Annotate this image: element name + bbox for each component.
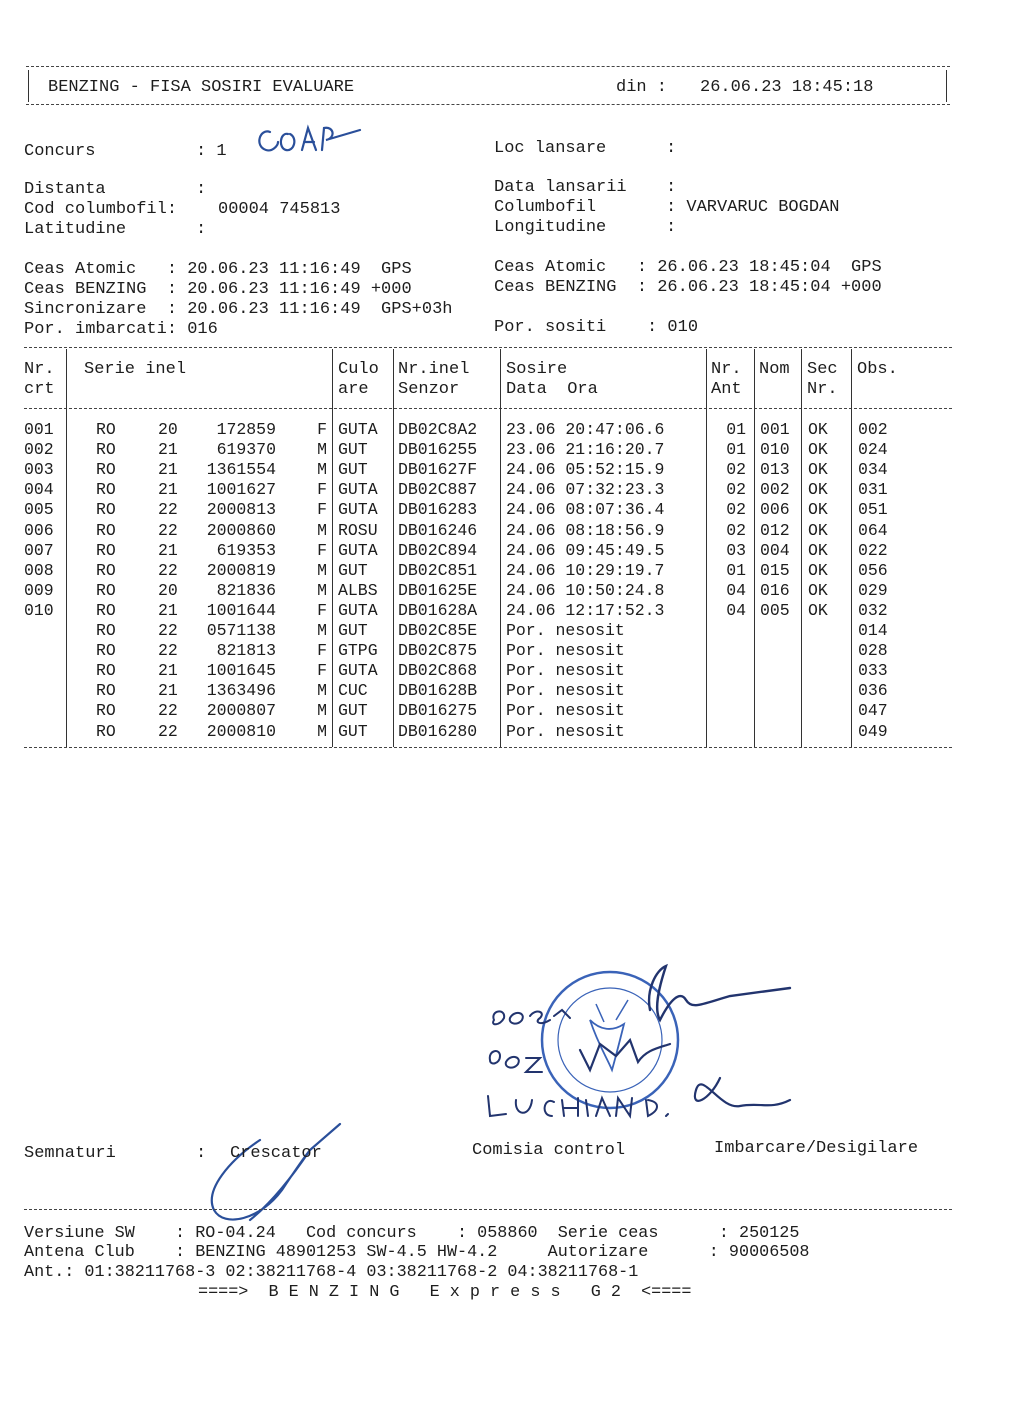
crescator-label: Crescator — [230, 1144, 322, 1163]
cell-obs: 034 — [858, 460, 888, 480]
clock-left-1: Ceas Atomic : 20.06.23 11:16:49 GPS — [24, 260, 412, 279]
cell-senzor: DB01628B — [398, 681, 478, 701]
cell-ant: 02 — [726, 460, 746, 480]
th-obs: Obs. — [857, 360, 898, 379]
cell-ant: 02 — [726, 480, 746, 500]
cell-nr: 005 — [24, 500, 54, 520]
table-row — [24, 641, 952, 661]
cell-sosire: 24.06 08:07:36.4 — [506, 500, 665, 520]
cell-obs: 022 — [858, 540, 888, 560]
cell-senzor: DB01625E — [398, 580, 478, 600]
clock-left-4: Por. imbarcati: 016 — [24, 320, 218, 339]
cell-inel: 2000813 — [206, 500, 276, 520]
cell-culoare: GUTA — [338, 661, 378, 681]
cell-tara: RO — [96, 520, 116, 540]
cell-an: 21 — [158, 460, 178, 480]
cell-culoare: GUT — [338, 440, 368, 460]
th-senzor: Senzor — [398, 380, 460, 399]
cell-culoare: GUTA — [338, 600, 378, 620]
cell-nom: 001 — [760, 420, 790, 439]
th-nr: Nr. — [24, 360, 55, 379]
cell-culoare: ROSU — [338, 520, 378, 540]
cell-inel: 1001644 — [206, 600, 276, 620]
cell-sex: M — [317, 520, 327, 540]
cell-obs: 002 — [858, 420, 888, 439]
cell-inel: 1363496 — [206, 681, 276, 701]
cell-sec: OK — [808, 580, 828, 600]
clock-left-3: Sincronizare : 20.06.23 11:16:49 GPS+03h — [24, 300, 453, 319]
table-row — [24, 440, 952, 460]
cell-senzor: DB016280 — [398, 721, 478, 741]
footer-line-2: Antena Club : BENZING 48901253 SW-4.5 HW-4.2 Autorizare : 90006508 — [24, 1243, 810, 1262]
cell-inel: 1361554 — [206, 460, 276, 480]
th-sec: Sec — [807, 360, 838, 379]
table-row — [24, 621, 952, 641]
cell-obs: 036 — [858, 681, 888, 701]
cell-sosire: 24.06 05:52:15.9 — [506, 460, 665, 480]
cell-tara: RO — [96, 420, 116, 439]
th-nom: Nom — [759, 360, 790, 379]
cell-sex: M — [317, 701, 327, 721]
cell-an: 21 — [158, 480, 178, 500]
cell-sosire: 24.06 10:50:24.8 — [506, 580, 665, 600]
cell-sosire: 24.06 07:32:23.3 — [506, 480, 665, 500]
cell-obs: 064 — [858, 520, 888, 540]
signature-comisia — [470, 960, 810, 1130]
cell-inel: 172859 — [216, 420, 276, 439]
header-left-border — [28, 70, 29, 102]
cell-culoare: GUTA — [338, 480, 378, 500]
cell-sex: M — [317, 580, 327, 600]
th-nr-ant: Nr. — [711, 360, 742, 379]
handwritten-concurs-name — [250, 120, 370, 160]
cell-senzor: DB02C887 — [398, 480, 478, 500]
cell-an: 22 — [158, 500, 178, 520]
cell-an: 21 — [158, 661, 178, 681]
table-header-rule — [24, 408, 952, 409]
cell-culoare: GTPG — [338, 641, 378, 661]
cell-obs: 029 — [858, 580, 888, 600]
cell-sex: M — [317, 621, 327, 640]
cell-nom: 002 — [760, 480, 790, 500]
latitudine-label: Latitudine — [24, 220, 127, 239]
cell-sosire: 24.06 09:45:49.5 — [506, 540, 665, 560]
cell-culoare: GUT — [338, 721, 368, 741]
cell-sec: OK — [808, 480, 828, 500]
cell-inel: 2000819 — [206, 560, 276, 580]
table-row — [24, 541, 952, 561]
cell-an: 20 — [158, 580, 178, 600]
th-ant: Ant — [711, 380, 742, 399]
cell-sosire: 24.06 08:18:56.9 — [506, 520, 665, 540]
cell-tara: RO — [96, 600, 116, 620]
loc-lansare-label: Loc lansare — [494, 139, 607, 158]
columbofil-label: Columbofil — [494, 198, 597, 217]
cell-inel: 1001645 — [206, 661, 276, 681]
cell-tara: RO — [96, 460, 116, 480]
cell-sosire: Por. nesosit — [506, 661, 625, 681]
table-row — [24, 561, 952, 581]
cell-sec: OK — [808, 600, 828, 620]
cell-sex: M — [317, 460, 327, 480]
cell-nom: 005 — [760, 600, 790, 620]
table-row — [24, 460, 952, 480]
cell-inel: 1001627 — [206, 480, 276, 500]
cell-nom: 012 — [760, 520, 790, 540]
cell-sex: M — [317, 681, 327, 701]
cell-tara: RO — [96, 500, 116, 520]
cell-nr: 009 — [24, 580, 54, 600]
cell-sex: M — [317, 721, 327, 741]
cell-sex: M — [317, 440, 327, 460]
cell-sex: F — [317, 420, 327, 439]
table-row — [24, 581, 952, 601]
cell-an: 20 — [158, 420, 178, 439]
cell-obs: 056 — [858, 560, 888, 580]
header-bottom-rule — [26, 104, 950, 105]
cell-ant: 04 — [726, 600, 746, 620]
cell-sex: F — [317, 500, 327, 520]
cell-nom: 015 — [760, 560, 790, 580]
table-row — [24, 420, 952, 440]
cell-tara: RO — [96, 440, 116, 460]
cell-obs: 028 — [858, 641, 888, 661]
cell-an: 22 — [158, 701, 178, 721]
cell-sex: F — [317, 540, 327, 560]
cell-sec: OK — [808, 440, 828, 460]
table-bottom-rule — [24, 747, 952, 748]
cell-ant: 01 — [726, 420, 746, 439]
cell-nom: 013 — [760, 460, 790, 480]
table-row — [24, 500, 952, 520]
cell-sosire: 24.06 10:29:19.7 — [506, 560, 665, 580]
cell-obs: 032 — [858, 600, 888, 620]
concurs-label: Concurs — [24, 142, 96, 161]
cell-tara: RO — [96, 480, 116, 500]
cell-culoare: GUTA — [338, 540, 378, 560]
data-lansarii-label: Data lansarii — [494, 178, 627, 197]
cell-an: 21 — [158, 540, 178, 560]
cell-sec: OK — [808, 560, 828, 580]
cell-an: 22 — [158, 641, 178, 661]
cell-culoare: ALBS — [338, 580, 378, 600]
cell-tara: RO — [96, 661, 116, 681]
semnaturi-label: Semnaturi — [24, 1144, 116, 1163]
cell-senzor: DB02C875 — [398, 641, 478, 661]
cell-an: 21 — [158, 600, 178, 620]
cell-tara: RO — [96, 641, 116, 661]
cell-nr: 008 — [24, 560, 54, 580]
cell-nr: 003 — [24, 460, 54, 480]
cell-an: 21 — [158, 681, 178, 701]
cell-senzor: DB01627F — [398, 460, 478, 480]
th-sec-nr: Nr. — [807, 380, 838, 399]
cell-an: 21 — [158, 440, 178, 460]
cell-sex: F — [317, 600, 327, 620]
cell-inel: 2000810 — [206, 721, 276, 741]
cell-ant: 02 — [726, 520, 746, 540]
cell-culoare: GUT — [338, 560, 368, 580]
table-top-rule — [24, 347, 952, 348]
cell-culoare: GUT — [338, 701, 368, 721]
cell-nr: 010 — [24, 600, 54, 620]
cell-tara: RO — [96, 540, 116, 560]
cell-inel: 619353 — [216, 540, 276, 560]
clock-right-2: Ceas BENZING : 26.06.23 18:45:04 +000 — [494, 278, 882, 297]
cell-sosire: 23.06 21:16:20.7 — [506, 440, 665, 460]
cell-inel: 821813 — [216, 641, 276, 661]
table-row — [24, 701, 952, 721]
cell-obs: 051 — [858, 500, 888, 520]
cod-columbofil-label: Cod columbofil: — [24, 200, 178, 219]
imbarcare-desigilare-label: Imbarcare/Desigilare — [714, 1139, 919, 1158]
cell-sec: OK — [808, 500, 828, 520]
cell-nr: 006 — [24, 520, 54, 540]
th-data-ora: Data Ora — [506, 380, 598, 399]
cell-sosire: 24.06 12:17:52.3 — [506, 600, 665, 620]
latitudine-value: : — [196, 220, 207, 239]
cell-obs: 031 — [858, 480, 888, 500]
th-crt: crt — [24, 380, 55, 399]
report-date: 26.06.23 18:45:18 — [700, 78, 874, 97]
distanta-label: Distanta — [24, 180, 106, 199]
cell-sosire: Por. nesosit — [506, 701, 625, 721]
cell-senzor: DB02C8A2 — [398, 420, 478, 439]
header-right-border — [946, 70, 947, 102]
cell-sex: F — [317, 480, 327, 500]
cell-nr: 001 — [24, 420, 54, 439]
cell-ant: 03 — [726, 540, 746, 560]
loc-lansare-value: : — [666, 139, 677, 158]
cell-senzor: DB016246 — [398, 520, 478, 540]
header-top-rule — [26, 66, 950, 67]
cell-sosire: Por. nesosit — [506, 721, 625, 741]
cell-ant: 01 — [726, 440, 746, 460]
report-date-label: din : — [616, 78, 668, 97]
table-row — [24, 661, 952, 681]
cell-sosire: Por. nesosit — [506, 621, 625, 640]
th-culo: Culo — [338, 360, 379, 379]
table-row — [24, 681, 952, 701]
cell-tara: RO — [96, 580, 116, 600]
footer-line-1: Versiune SW : RO-04.24 Cod concurs : 058860 Serie ceas : 250125 — [24, 1224, 800, 1243]
cell-inel: 2000807 — [206, 701, 276, 721]
clock-right-1: Ceas Atomic : 26.06.23 18:45:04 GPS — [494, 258, 882, 277]
cell-nr: 007 — [24, 540, 54, 560]
cell-senzor: DB016275 — [398, 701, 478, 721]
cell-obs: 024 — [858, 440, 888, 460]
cell-culoare: GUT — [338, 621, 368, 640]
footer-rule — [24, 1209, 952, 1210]
semnaturi-sep: : — [196, 1144, 207, 1163]
cell-inel: 821836 — [216, 580, 276, 600]
distanta-value: : — [196, 180, 207, 199]
cell-nr: 004 — [24, 480, 54, 500]
cell-inel: 0571138 — [206, 621, 276, 640]
longitudine-value: : — [666, 218, 677, 237]
cell-sosire: Por. nesosit — [506, 641, 625, 661]
cell-sex: F — [317, 641, 327, 661]
cell-senzor: DB01628A — [398, 600, 478, 620]
cell-tara: RO — [96, 560, 116, 580]
cell-culoare: GUTA — [338, 500, 378, 520]
cell-tara: RO — [96, 701, 116, 721]
cell-culoare: GUTA — [338, 420, 378, 439]
th-sosire: Sosire — [506, 360, 568, 379]
th-nr-inel: Nr.inel — [398, 360, 470, 379]
longitudine-label: Longitudine — [494, 218, 607, 237]
cell-ant: 01 — [726, 560, 746, 580]
comisia-control-label: Comisia control — [472, 1141, 626, 1160]
signature-crescator — [190, 1120, 350, 1230]
data-lansarii-value: : — [666, 178, 677, 197]
cod-columbofil-value: 00004 745813 — [218, 200, 341, 219]
cell-an: 22 — [158, 560, 178, 580]
footer-banner: ====> B E N Z I N G E x p r e s s G 2 <==== — [198, 1283, 692, 1302]
cell-inel: 619370 — [216, 440, 276, 460]
cell-nom: 010 — [760, 440, 790, 460]
cell-sosire: Por. nesosit — [506, 681, 625, 701]
clock-right-4: Por. sositi : 010 — [494, 318, 699, 337]
cell-nom: 004 — [760, 540, 790, 560]
columbofil-value: : VARVARUC BOGDAN — [666, 198, 840, 217]
cell-sec: OK — [808, 460, 828, 480]
th-are: are — [338, 380, 369, 399]
cell-nom: 016 — [760, 580, 790, 600]
table-row — [24, 722, 952, 742]
cell-sec: OK — [808, 540, 828, 560]
cell-senzor: DB02C868 — [398, 661, 478, 681]
cell-obs: 014 — [858, 621, 888, 640]
footer-line-3: Ant.: 01:38211768-3 02:38211768-4 03:38211768-2 04:38211768-1 — [24, 1263, 639, 1282]
table-row — [24, 480, 952, 500]
cell-an: 22 — [158, 621, 178, 640]
cell-an: 22 — [158, 520, 178, 540]
report-title: BENZING - FISA SOSIRI EVALUARE — [48, 78, 355, 97]
cell-senzor: DB02C851 — [398, 560, 478, 580]
cell-senzor: DB016283 — [398, 500, 478, 520]
cell-nom: 006 — [760, 500, 790, 520]
concurs-value: : 1 — [196, 142, 227, 161]
cell-tara: RO — [96, 621, 116, 640]
cell-senzor: DB016255 — [398, 440, 478, 460]
cell-ant: 02 — [726, 500, 746, 520]
cell-obs: 033 — [858, 661, 888, 681]
cell-tara: RO — [96, 681, 116, 701]
cell-ant: 04 — [726, 580, 746, 600]
clock-left-2: Ceas BENZING : 20.06.23 11:16:49 +000 — [24, 280, 412, 299]
cell-sex: M — [317, 560, 327, 580]
cell-sosire: 23.06 20:47:06.6 — [506, 420, 665, 439]
cell-nr: 002 — [24, 440, 54, 460]
table-row — [24, 601, 952, 621]
cell-sex: F — [317, 661, 327, 681]
table-row — [24, 521, 952, 541]
th-serie-inel: Serie inel — [84, 360, 187, 379]
cell-sec: OK — [808, 520, 828, 540]
cell-obs: 047 — [858, 701, 888, 721]
cell-an: 22 — [158, 721, 178, 741]
cell-culoare: GUT — [338, 460, 368, 480]
cell-tara: RO — [96, 721, 116, 741]
cell-senzor: DB02C894 — [398, 540, 478, 560]
cell-obs: 049 — [858, 721, 888, 741]
cell-culoare: CUC — [338, 681, 368, 701]
cell-sec: OK — [808, 420, 828, 439]
cell-senzor: DB02C85E — [398, 621, 478, 640]
cell-inel: 2000860 — [206, 520, 276, 540]
